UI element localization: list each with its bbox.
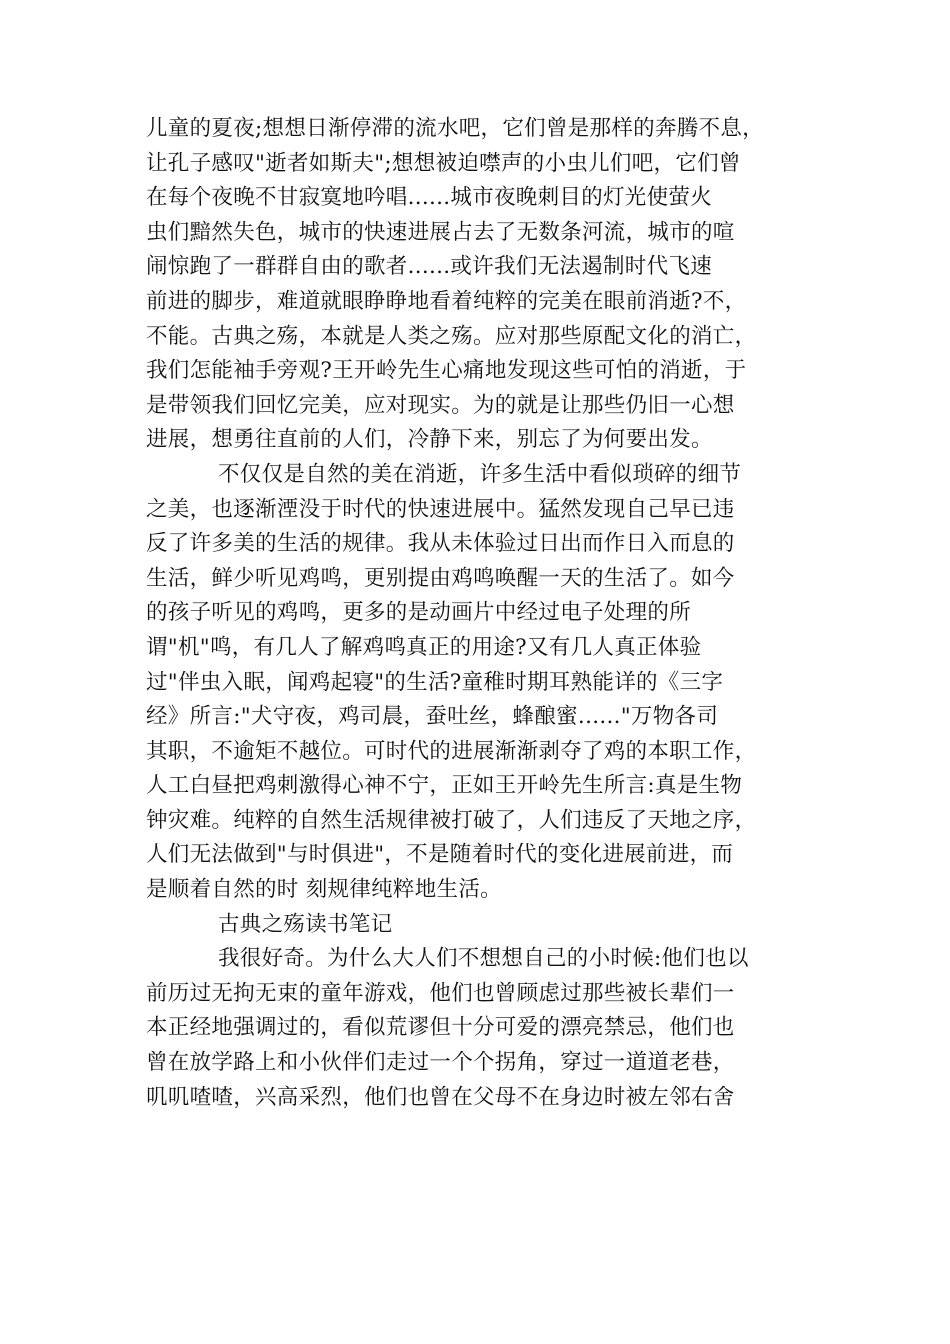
paragraph-start-line: 我很好奇。为什么大人们不想想自己的小时候:他们也以 [218,946,749,972]
text-line: 儿童的夏夜;想想日渐停滞的流水吧，它们曾是那样的奔腾不息， [146,116,764,141]
body-text [146,112,826,1115]
text-line: 闹惊跑了一群群自由的歌者......或许我们无法遏制时代飞速 [146,254,713,280]
text-line: 生活，鲜少听见鸡鸣，更别提由鸡鸣唤醒一天的生活了。如今 [146,565,735,591]
text-line: 过"伴虫入眠，闻鸡起寝"的生活?童稚时期耳熟能详的《三字 [146,669,724,695]
text-line: 前历过无拘无束的童年游戏，他们也曾顾虑过那些被长辈们一 [146,980,735,1006]
text-line: 虫们黯然失色，城市的快速进展占去了无数条河流，城市的喧 [146,219,735,245]
text-line: 我们怎能袖手旁观?王开岭先生心痛地发现这些可怕的消逝，于 [146,358,747,384]
text-line: 人工白昼把鸡刺激得心神不宁，正如王开岭先生所言:真是生物 [146,773,743,799]
text-line: 是带领我们回忆完美，应对现实。为的就是让那些仍旧一心想 [146,392,735,418]
text-line: 进展，想勇往直前的人们，冷静下来，别忘了为何要出发。 [146,427,713,453]
text-line: 在每个夜晚不甘寂寞地吟唱......城市夜晚刺目的灯光使萤火 [146,185,713,211]
text-line: 之美，也逐渐湮没于时代的快速进展中。猛然发现自己早已违 [146,496,735,522]
text-line: 的孩子听见的鸡鸣，更多的是动画片中经过电子处理的所 [146,600,692,626]
text-line: 叽叽喳喳，兴高采烈，他们也曾在父母不在身边时被左邻右舍 [146,1084,735,1110]
text-line: 经》所言:"犬守夜，鸡司晨，蚕吐丝，蜂酿蜜......"万物各司 [146,704,719,730]
text-line: 让孔子感叹"逝者如斯夫";想想被迫噤声的小虫儿们吧，它们曾 [146,150,741,176]
text-line: 钟灾难。纯粹的自然生活规律被打破了，人们违反了天地之序， [146,807,757,833]
text-line: 反了许多美的生活的规律。我从未体验过日出而作日入而息的 [146,531,735,557]
paragraph-start-line: 不仅仅是自然的美在消逝，许多生活中看似琐碎的细节 [218,461,742,487]
text-line: 本正经地强调过的，看似荒谬但十分可爱的漂亮禁忌，他们也 [146,1015,735,1041]
section-title: 古典之殇读书笔记 [218,911,393,937]
text-line: 谓"机"鸣，有几人了解鸡鸣真正的用途?又有几人真正体验 [146,634,702,660]
text-line: 不能。古典之殇，本就是人类之殇。应对那些原配文化的消亡， [146,323,757,349]
text-line: 人们无法做到"与时俱进"，不是随着时代的变化进展前进，而 [146,842,734,868]
text-line: 其职，不逾矩不越位。可时代的进展渐渐剥夺了鸡的本职工作， [146,738,757,764]
text-line: 曾在放学路上和小伙伴们走过一个个拐角，穿过一道道老巷， [146,1050,735,1076]
text-line: 是顺着自然的时 刻规律纯粹地生活。 [146,877,502,903]
text-line: 前进的脚步，难道就眼睁睁地看着纯粹的完美在眼前消逝?不， [146,288,747,314]
